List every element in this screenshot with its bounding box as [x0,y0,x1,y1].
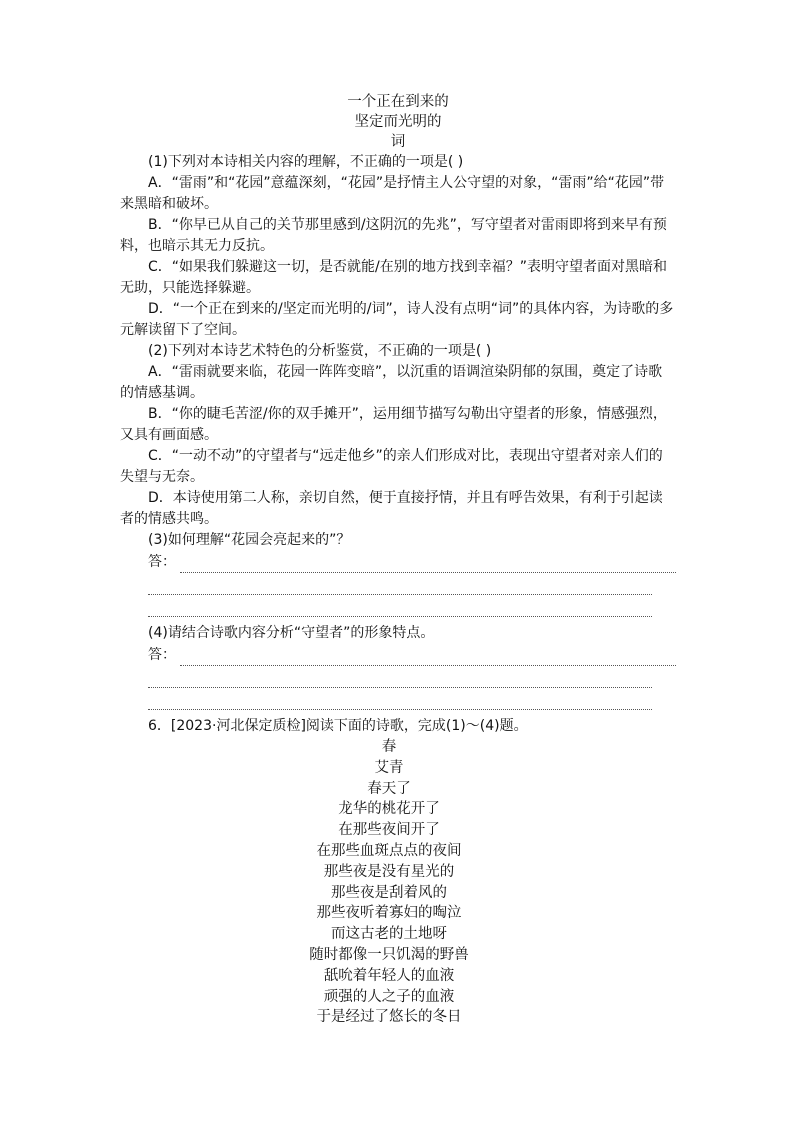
question-6-intro: 6．[2023·河北保定质检]阅读下面的诗歌，完成(1)～(4)题。 [148,718,528,734]
dotted-rule [148,582,652,595]
poem-line: 顽强的人之子的血液 [323,988,455,1005]
poem-line: 而这古老的土地呀 [331,926,447,943]
poem1-line: 一个正在到来的 [347,94,449,110]
dotted-rule [148,675,652,688]
question-1-stem: (1)下列对本诗相关内容的理解，不正确的一项是( ) [148,154,464,170]
page-content [120,92,676,1028]
poem-line: 于是经过了悠长的冬日 [316,1009,462,1026]
q2-option-d: D．本诗使用第二人称，亲切自然，便于直接抒情，并且有呼告效果，有利于引起读者的情感共鸣。 [120,490,663,527]
q1-option-c: C．“如果我们躲避这一切，是否就能/在别的地方找到幸福？”表明守望者面对黑暗和无助，只能选择躲避。 [120,259,667,296]
question-4-stem: (4)请结合诗歌内容分析“守望者”的形象特点。 [148,625,435,641]
q1-option-d: D．“一个正在到来的/坚定而光明的/词”，诗人没有点明“词”的具体内容，为诗歌的多元解读留下了空间。 [120,301,674,338]
poem1-line: 坚定而光明的 [354,114,442,130]
answer-line[interactable] [120,551,676,573]
poem-line: 舐吮着年轻人的血液 [323,967,455,984]
poem-line: 在那些血斑点点的夜间 [316,842,462,859]
question-2-stem: (2)下列对本诗艺术特色的分析鉴赏，不正确的一项是( ) [148,343,492,359]
dotted-rule [180,653,676,666]
q1-option-b: B．“你早已从自己的关节那里感到/这阴沉的先兆”，写守望者对雷雨即将到来早有预料，也暗示其无力反抗。 [120,217,667,254]
dotted-rule [180,560,676,573]
poem1-ending [120,92,676,152]
answer-label: 答： [148,554,176,570]
poem-spring [102,737,676,1028]
q2-option-a: A．“雷雨就要来临，花园一阵阵变暗”，以沉重的语调渲染阴郁的氛围，奠定了诗歌的情感基调。 [120,364,663,401]
dotted-rule [148,697,652,710]
poem-line: 在那些夜间开了 [338,822,440,839]
question-3-stem: (3)如何理解“花园会亮起来的”？ [148,532,351,548]
answer-line[interactable] [120,573,676,595]
poem-author: 艾青 [374,759,404,776]
answer-line[interactable] [120,666,676,688]
answer-label: 答： [148,647,176,663]
poem1-line: 词 [390,134,406,150]
q2-option-c: C．“一动不动”的守望者与“远走他乡”的亲人们形成对比，表现出守望者对亲人们的失望与无奈。 [120,448,663,485]
poem-title: 春 [381,739,397,755]
answer-line[interactable] [120,688,676,710]
poem-line: 那些夜听着寡妇的啕泣 [316,905,462,922]
answer-line[interactable] [120,644,676,666]
poem-line: 那些夜是没有星光的 [323,863,455,880]
poem-line: 春天了 [367,780,411,797]
poem-line: 那些夜是刮着风的 [331,884,447,901]
q1-option-a: A．“雷雨”和“花园”意蕴深刻，“花园”是抒情主人公守望的对象，“雷雨”给“花园”带来黑暗和破坏。 [120,175,665,212]
poem-line: 龙华的桃花开了 [338,801,440,818]
q2-option-b: B．“你的睫毛苦涩/你的双手摊开”，运用细节描写勾勒出守望者的形象，情感强烈，又具有画面感。 [120,406,667,443]
dotted-rule [148,604,652,617]
poem-line: 随时都像一只饥渴的野兽 [309,946,469,963]
answer-line[interactable] [120,595,676,617]
